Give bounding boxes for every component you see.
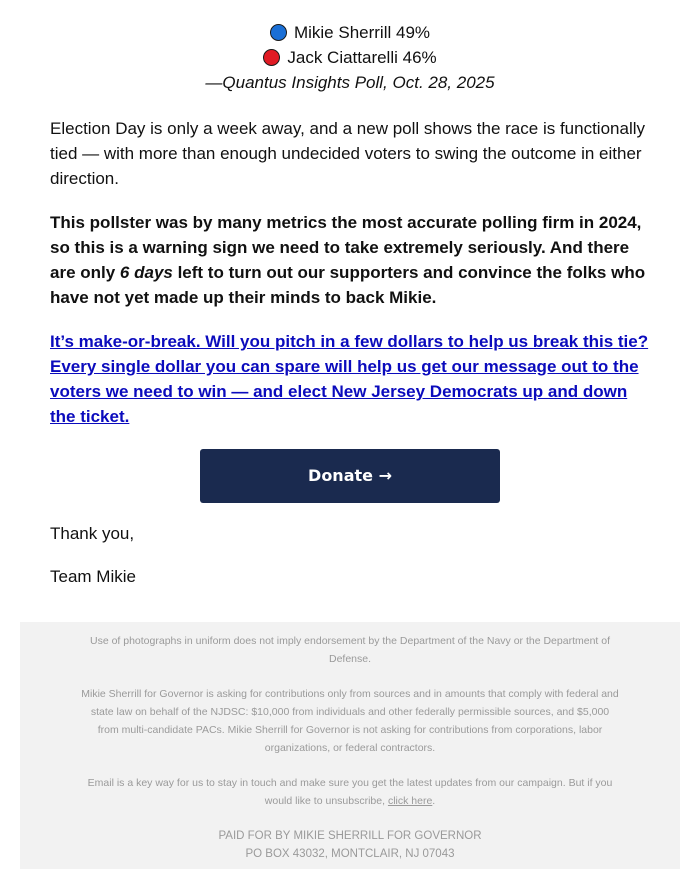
email-notice-text: Email is a key way for us to stay in touch and make sure you get the latest updates from our campaign. But if you would like to unsubscribe, [87,777,613,807]
donate-button[interactable]: Donate → [200,449,500,503]
footer-email-notice [80,774,620,810]
poll-row-sherrill [0,20,700,45]
poll-candidate-label: Mikie Sherrill 49% [293,23,431,42]
intro-paragraph: Election Day is only a week away, and a new poll shows the race is functionally tied — with more than enough undecided voters to swing the outcome in either direction. [50,119,645,188]
poll-source: —Quantus Insights Poll, Oct. 28, 2025 [205,73,495,92]
poll-row-ciattarelli [0,45,700,70]
days-left-emphasis: 6 days [119,263,173,282]
mailing-address: PO BOX 43032, MONTCLAIR, NJ 07043 [245,848,455,860]
warning-paragraph [50,210,650,310]
red-circle-icon [263,49,280,66]
warning-text-end: left to turn out our supporters and convince the folks who have not yet made up their minds to back Mikie. [50,263,646,307]
message-body [0,116,700,589]
donate-appeal-link[interactable]: It’s make-or-break. Will you pitch in a few dollars to help us break this tie? Every single dollar you can spare will help us get our message out to the voters we need to win — and elect New Jersey Democrats up and down the ticket. [50,332,649,426]
poll-candidate-label: Jack Ciattarelli 46% [287,48,437,67]
warning-text-start: This pollster was by many metrics the most accurate polling firm in 2024, so this is a warning sign we need to take extremely seriously. And there are only [50,213,642,282]
paid-for-line: PAID FOR BY MIKIE SHERRILL FOR GOVERNOR [218,830,482,842]
footer-contributions: Mikie Sherrill for Governor is asking for contributions only from sources and in amounts that comply with federal and state law on behalf of the NJDSC: $10,000 from individuals and other federally permissible sources, and $5,000 from multi-candidate PACs. Mikie Sherrill for Governor is not asking for contributions from corporations, labor organizations, or federal contractors. [81,688,619,754]
appeal-paragraph [50,329,650,429]
footer-disclaimer: Use of photographs in uniform does not imply endorsement by the Department of the Navy or the Department of Defense. [89,635,611,665]
unsubscribe-link[interactable]: click here [387,795,433,807]
signoff-thanks: Thank you, [50,524,135,543]
signoff-team: Team Mikie [50,567,136,586]
blue-circle-icon [270,24,287,41]
poll-results [0,0,700,95]
donate-button-row [50,449,650,503]
email-notice-end: . [432,795,436,807]
footer [20,622,680,869]
